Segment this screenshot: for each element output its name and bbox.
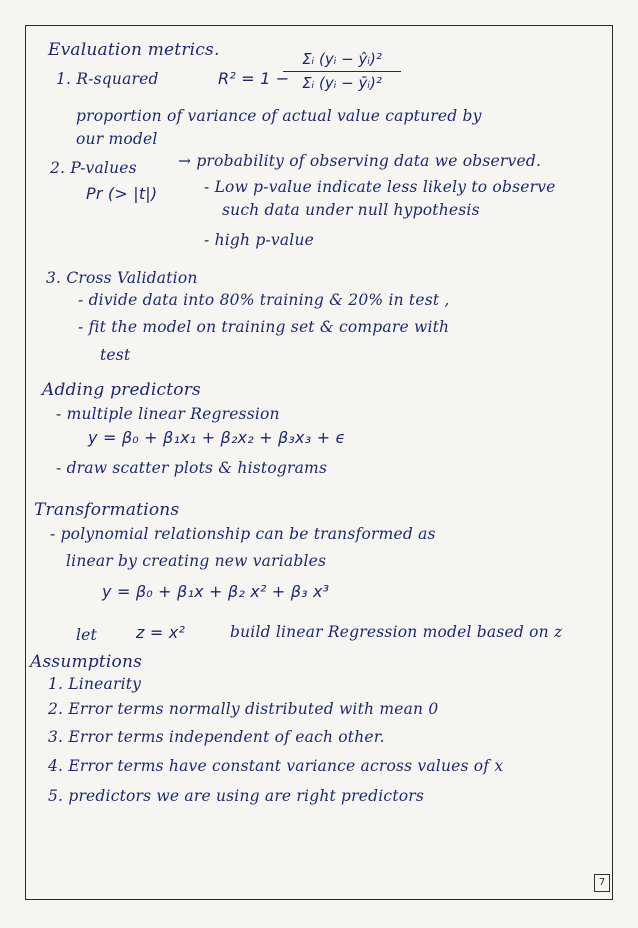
p-values-low-line1: - Low p-value indicate less likely to observe bbox=[204, 178, 556, 196]
heading-adding-predictors: Adding predictors bbox=[42, 380, 201, 400]
cross-validation-bullet1: - divide data into 80% training & 20% in test , bbox=[78, 291, 450, 309]
cross-validation-bullet2: - fit the model on training set & compare with bbox=[78, 318, 450, 336]
cross-validation-bullet3: test bbox=[100, 346, 131, 364]
heading-transformations: Transformations bbox=[34, 500, 180, 520]
item-cross-validation-label: 3. Cross Validation bbox=[46, 269, 198, 287]
assumption-item-1: 1. Linearity bbox=[48, 675, 142, 693]
assumption-item-2: 2. Error terms normally distributed with mean 0 bbox=[48, 700, 439, 718]
transform-bullet-line1: - polynomial relationship can be transformed as bbox=[50, 525, 436, 543]
fraction-bar bbox=[283, 71, 401, 72]
page-number: 7 bbox=[594, 874, 610, 892]
r-squared-description-line2: our model bbox=[76, 130, 158, 148]
r-squared-description-line1: proportion of variance of actual value captured by bbox=[76, 107, 482, 125]
item-r-squared-label: 1. R-squared bbox=[56, 70, 159, 88]
let-label: let bbox=[76, 626, 97, 644]
heading-assumptions: Assumptions bbox=[30, 652, 143, 672]
assumption-item-3: 3. Error terms independent of each other. bbox=[48, 728, 385, 746]
predictors-bullet-scatter-plots: - draw scatter plots & histograms bbox=[56, 459, 328, 477]
predictors-bullet-multiple-regression: - multiple linear Regression bbox=[56, 405, 280, 423]
assumption-item-5: 5. predictors we are using are right predictors bbox=[48, 787, 425, 805]
transform-bullet-line2: linear by creating new variables bbox=[66, 552, 327, 570]
polynomial-equation: y = β₀ + β₁x + β₂ x² + β₃ x³ bbox=[102, 582, 330, 601]
p-values-definition: → probability of observing data we observed. bbox=[178, 152, 542, 170]
r-squared-fraction bbox=[283, 50, 401, 92]
p-values-low-line2: such data under null hypothesis bbox=[222, 201, 480, 219]
p-values-high: - high p-value bbox=[204, 231, 315, 249]
r-squared-denominator: Σᵢ (yᵢ − ȳᵢ)² bbox=[302, 74, 382, 92]
p-values-formula: Pr (> |t|) bbox=[86, 184, 158, 203]
assumption-item-4: 4. Error terms have constant variance across values of x bbox=[48, 757, 504, 775]
z-substitution: z = x² bbox=[136, 623, 186, 642]
build-model-note: build linear Regression model based on z bbox=[230, 623, 563, 641]
multiple-regression-equation: y = β₀ + β₁x₁ + β₂x₂ + β₃x₃ + ϵ bbox=[88, 428, 346, 447]
item-p-values-label: 2. P-values bbox=[50, 159, 137, 177]
r-squared-lhs: R² = 1 − bbox=[218, 69, 290, 88]
heading-evaluation-metrics: Evaluation metrics. bbox=[48, 40, 220, 60]
r-squared-numerator: Σᵢ (yᵢ − ŷᵢ)² bbox=[302, 50, 382, 68]
